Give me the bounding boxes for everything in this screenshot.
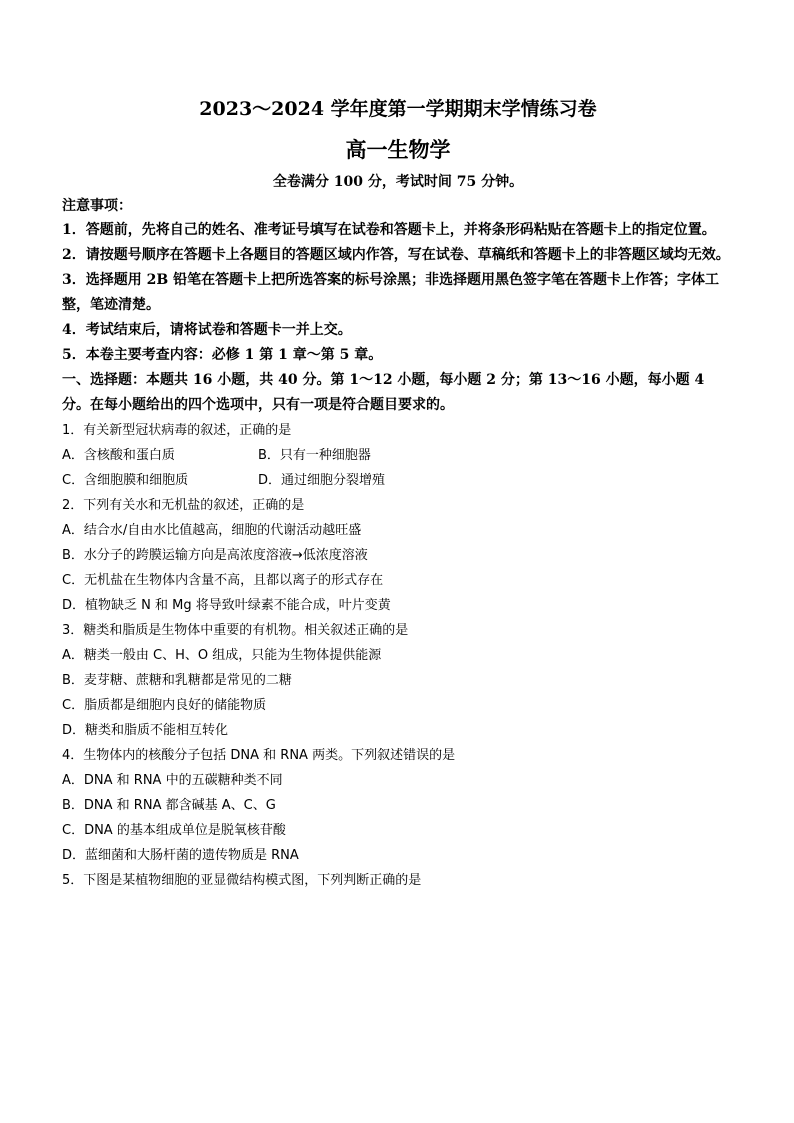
question-stem: 2．下列有关水和无机盐的叙述，正确的是 [62,498,305,513]
exam-title: 2023～2024 学年度第一学期期末学情练习卷 [199,98,597,120]
option-a: A．糖类一般由 C、H、O 组成，只能为生物体提供能源 [62,648,382,663]
option-b: B．只有一种细胞器 [258,448,371,463]
option-d: D．蓝细菌和大肠杆菌的遗传物质是 RNA [62,848,299,863]
question-stem: 3．糖类和脂质是生物体中重要的有机物。相关叙述正确的是 [62,623,409,638]
option-c: C．无机盐在生物体内含量不高，且都以离子的形式存在 [62,573,384,588]
option-a: A．含核酸和蛋白质 [62,448,175,463]
option-d: D．通过细胞分裂增殖 [258,473,386,488]
question-stem: 5．下图是某植物细胞的亚显微结构模式图，下列判断正确的是 [62,873,422,888]
option-d: D．植物缺乏 N 和 Mg 将导致叶绿素不能合成，叶片变黄 [62,598,391,613]
option-b: B．DNA 和 RNA 都含碱基 A、C、G [62,798,276,813]
exam-info: 全卷满分 100 分，考试时间 75 分钟。 [272,174,524,190]
option-row [62,468,734,493]
notes-heading: 注意事项： [62,198,132,214]
option-a: A．结合水/自由水比值越高，细胞的代谢活动越旺盛 [62,523,362,538]
option-b: B．水分子的跨膜运输方向是高浓度溶液→低浓度溶液 [62,548,368,563]
note-item: 4．考试结束后，请将试卷和答题卡一并上交。 [62,322,352,338]
section-heading: 一、选择题：本题共 16 小题，共 40 分。第 1～12 小题，每小题 2 分；第 13～16 小题，每小题 4 分。在每小题给出的四个选项中，只有一项是符合题目要求的。 [62,372,705,413]
note-item: 2．请按题号顺序在答题卡上各题目的答题区域内作答，写在试卷、草稿纸和答题卡上的非答题区域均无效。 [62,247,730,263]
option-c: C．含细胞膜和细胞质 [62,473,189,488]
option-c: C．脂质都是细胞内良好的储能物质 [62,698,267,713]
option-row [62,443,734,468]
option-d: D．糖类和脂质不能相互转化 [62,723,229,738]
exam-page [62,96,734,893]
question-stem: 4．生物体内的核酸分子包括 DNA 和 RNA 两类。下列叙述错误的是 [62,748,456,763]
option-a: A．DNA 和 RNA 中的五碳糖种类不同 [62,773,283,788]
option-b: B．麦芽糖、蔗糖和乳糖都是常见的二糖 [62,673,292,688]
question-stem: 1．有关新型冠状病毒的叙述，正确的是 [62,423,292,438]
subject-title: 高一生物学 [345,137,451,162]
note-item: 1．答题前，先将自己的姓名、准考证号填写在试卷和答题卡上，并将条形码粘贴在答题卡上的指定位置。 [62,222,716,238]
note-item: 5．本卷主要考查内容：必修 1 第 1 章～第 5 章。 [62,347,383,363]
note-item: 3．选择题用 2B 铅笔在答题卡上把所选答案的标号涂黑；非选择题用黑色签字笔在答题卡上作答；字体工整，笔迹清楚。 [62,272,720,313]
option-c: C．DNA 的基本组成单位是脱氧核苷酸 [62,823,286,838]
